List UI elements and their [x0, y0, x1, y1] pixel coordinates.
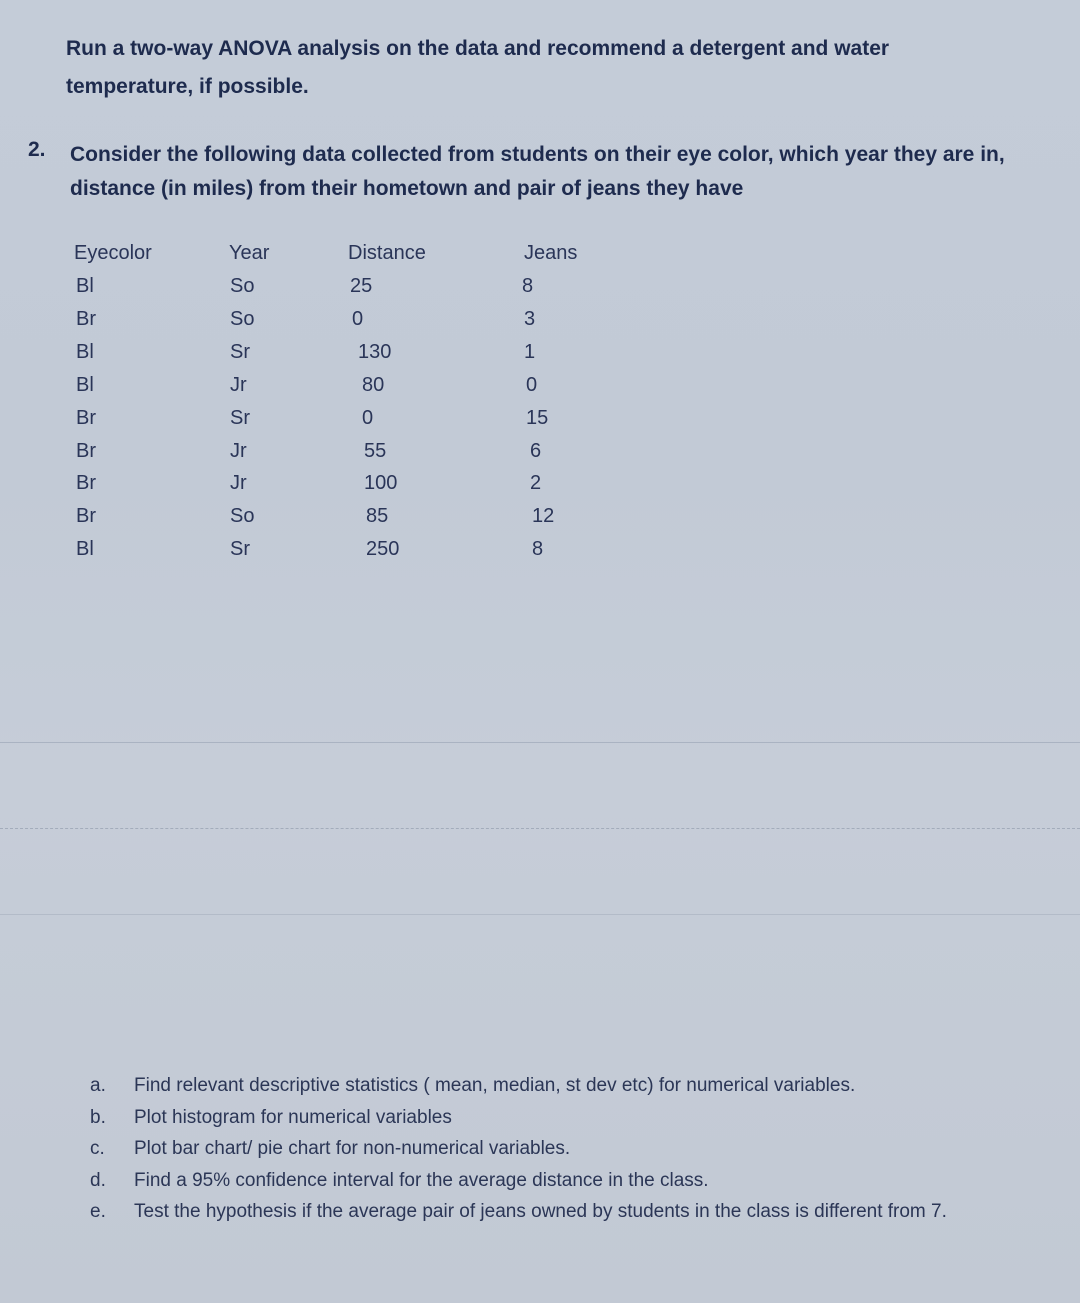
task-letter: b. — [90, 1106, 106, 1128]
cell-distance: 130 — [358, 340, 392, 363]
task-list — [90, 1070, 1050, 1228]
task-text: Find relevant descriptive statistics ( mean, median, st dev etc) for numerical variables. — [134, 1075, 856, 1096]
header-distance: Distance — [348, 242, 426, 264]
task-text: Test the hypothesis if the average pair of jeans owned by students in the class is different from 7. — [134, 1201, 947, 1222]
cell-year: Sr — [230, 340, 250, 363]
cell-year: So — [230, 307, 255, 330]
cell-year: So — [230, 505, 255, 528]
task-item — [90, 1196, 1050, 1228]
cell-distance: 0 — [352, 307, 364, 330]
cell-year: Sr — [230, 406, 250, 429]
intro-line-1: Run a two-way ANOVA analysis on the data and recommend a detergent and water — [66, 37, 890, 60]
task-item — [90, 1102, 1050, 1134]
cell-year: Jr — [230, 373, 247, 396]
cell-distance: 85 — [366, 505, 389, 528]
cell-year: Jr — [230, 439, 247, 462]
cell-jeans: 0 — [526, 373, 538, 396]
task-letter: a. — [90, 1075, 106, 1096]
cell-eyecolor: Bl — [76, 538, 94, 561]
intro-line-2: temperature, if possible. — [66, 75, 309, 98]
cell-distance: 100 — [364, 472, 398, 495]
cell-year: Jr — [230, 472, 247, 495]
divider-line — [0, 742, 1080, 743]
cell-distance: 0 — [362, 406, 374, 429]
cell-eyecolor: Br — [76, 307, 96, 330]
task-letter: c. — [90, 1138, 105, 1159]
cell-eyecolor: Bl — [76, 340, 94, 363]
cell-distance: 80 — [362, 373, 385, 396]
cell-eyecolor: Br — [76, 472, 96, 495]
task-item — [90, 1070, 1050, 1102]
divider-dashed — [0, 828, 1080, 829]
cell-eyecolor: Br — [76, 439, 96, 462]
cell-eyecolor: Br — [76, 505, 96, 528]
task-item — [90, 1133, 1050, 1165]
cell-distance: 25 — [350, 275, 373, 297]
task-text: Plot histogram for numerical variables — [134, 1106, 452, 1128]
cell-year: Sr — [230, 538, 250, 561]
task-letter: e. — [90, 1201, 106, 1222]
cell-distance: 55 — [364, 439, 387, 462]
cell-jeans: 3 — [524, 307, 536, 330]
cell-year: So — [230, 275, 255, 297]
task-text: Find a 95% confidence interval for the average distance in the class. — [134, 1169, 709, 1191]
cell-jeans: 15 — [526, 406, 549, 429]
cell-eyecolor: Bl — [76, 373, 94, 396]
question-number: 2. — [28, 138, 46, 161]
task-item — [90, 1165, 1050, 1197]
cell-eyecolor: Bl — [76, 275, 94, 297]
task-text: Plot bar chart/ pie chart for non-numerical variables. — [134, 1138, 571, 1159]
cell-jeans: 8 — [532, 538, 544, 561]
divider-line — [0, 914, 1080, 915]
cell-jeans: 6 — [530, 439, 542, 462]
cell-jeans: 12 — [532, 505, 555, 528]
cell-jeans: 2 — [530, 472, 542, 495]
header-jeans: Jeans — [524, 242, 578, 264]
cell-eyecolor: Br — [76, 406, 96, 429]
header-year: Year — [229, 242, 270, 264]
header-eyecolor: Eyecolor — [74, 242, 152, 264]
task-letter: d. — [90, 1169, 106, 1191]
cell-distance: 250 — [366, 538, 400, 561]
question-line-2: distance (in miles) from their hometown and pair of jeans they have — [70, 177, 744, 200]
cell-jeans: 8 — [522, 275, 534, 297]
cell-jeans: 1 — [524, 340, 536, 363]
question-line-1: Consider the following data collected from students on their eye color, which year they are in, — [70, 143, 1005, 166]
data-table — [0, 0, 1080, 600]
